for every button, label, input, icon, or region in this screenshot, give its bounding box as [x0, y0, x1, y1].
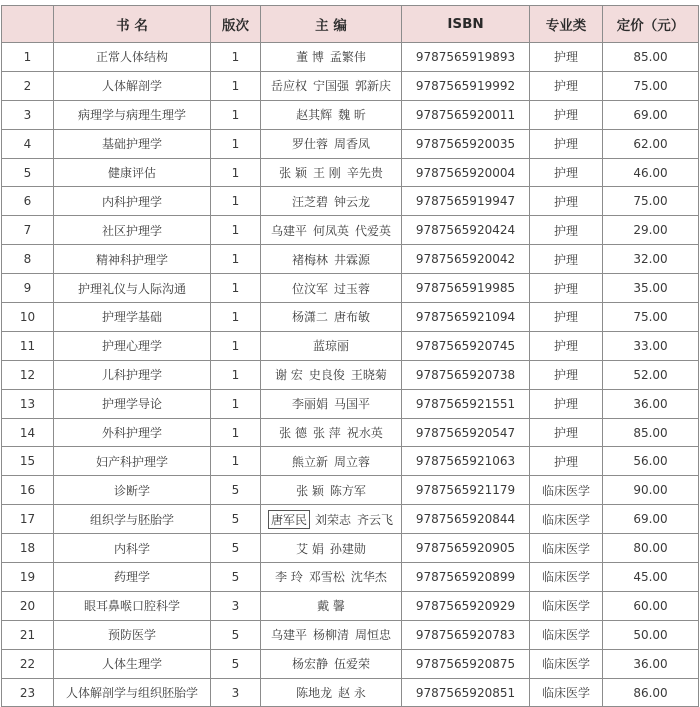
editor-name: 辛先贵 [346, 166, 383, 180]
editor-name: 张 颖 [296, 483, 324, 498]
row-number: 15 [2, 447, 54, 476]
editors-cell [261, 274, 402, 303]
book-title: 组织学与胚胎学 [54, 505, 211, 534]
editor-name: 周恒忠 [355, 628, 392, 643]
header-category: 专业类 [530, 6, 603, 43]
editor-name: 邓雪松 [308, 570, 345, 585]
row-number: 7 [2, 216, 54, 245]
editor-name: 魏 昕 [338, 108, 366, 123]
table-row [2, 43, 699, 72]
category: 护理 [530, 331, 603, 360]
edition: 1 [211, 418, 261, 447]
table-row [2, 476, 699, 505]
editor-name: 沈华杰 [350, 570, 387, 585]
edition: 5 [211, 534, 261, 563]
isbn: 9787565921551 [402, 389, 530, 418]
table-row [2, 447, 699, 476]
table-header [2, 6, 699, 43]
price: 56.00 [603, 447, 699, 476]
isbn: 9787565920424 [402, 216, 530, 245]
book-title: 基础护理学 [54, 129, 211, 158]
editors-cell [261, 418, 402, 447]
row-number: 12 [2, 360, 54, 389]
book-title: 预防医学 [54, 620, 211, 649]
isbn: 9787565919947 [402, 187, 530, 216]
isbn: 9787565920844 [402, 505, 530, 534]
editor-name: 蓝琼丽 [312, 339, 349, 354]
book-title: 儿科护理学 [54, 360, 211, 389]
editor-name: 赵其辉 [296, 108, 333, 123]
table-row [2, 360, 699, 389]
editors-cell [261, 591, 402, 620]
edition: 1 [211, 71, 261, 100]
row-number: 3 [2, 100, 54, 129]
isbn: 9787565920929 [402, 591, 530, 620]
editor-name: 杨宏静 [291, 657, 328, 672]
table-row [2, 534, 699, 563]
category: 护理 [530, 360, 603, 389]
isbn: 9787565920004 [402, 158, 530, 187]
editor-name: 乌建平 [270, 628, 307, 643]
editor-name: 唐军民 [268, 510, 310, 529]
isbn: 9787565920011 [402, 100, 530, 129]
book-title: 护理礼仪与人际沟通 [54, 274, 211, 303]
book-title: 精神科护理学 [54, 245, 211, 274]
table-row [2, 620, 699, 649]
isbn: 9787565920851 [402, 678, 530, 707]
editors-cell [261, 303, 402, 332]
category: 护理 [530, 274, 603, 303]
row-number: 21 [2, 620, 54, 649]
category: 护理 [530, 216, 603, 245]
isbn: 9787565921063 [402, 447, 530, 476]
editor-name: 李丽娟 [291, 397, 328, 412]
header-number [2, 6, 54, 43]
editors-cell [261, 245, 402, 274]
category: 护理 [530, 71, 603, 100]
edition: 1 [211, 43, 261, 72]
editor-name: 熊立新 [291, 454, 328, 469]
row-number: 13 [2, 389, 54, 418]
price: 86.00 [603, 678, 699, 707]
header-row [2, 6, 699, 43]
price: 69.00 [603, 100, 699, 129]
table-row [2, 129, 699, 158]
category: 护理 [530, 100, 603, 129]
edition: 1 [211, 274, 261, 303]
editor-name: 张 颖 [279, 166, 307, 180]
editor-name: 井霖源 [334, 252, 371, 267]
editors-cell [261, 389, 402, 418]
editors-cell [261, 71, 402, 100]
header-editors: 主 编 [261, 6, 402, 43]
price: 46.00 [603, 158, 699, 187]
table-row [2, 649, 699, 678]
book-title: 内科学 [54, 534, 211, 563]
editor-name: 戴 馨 [317, 599, 345, 614]
row-number: 8 [2, 245, 54, 274]
row-number: 11 [2, 331, 54, 360]
price: 35.00 [603, 274, 699, 303]
table-body [2, 43, 699, 707]
editor-name: 史良俊 [308, 368, 345, 383]
editor-name: 齐云飞 [357, 512, 394, 527]
price: 75.00 [603, 187, 699, 216]
row-number: 19 [2, 563, 54, 592]
row-number: 2 [2, 71, 54, 100]
isbn: 9787565920783 [402, 620, 530, 649]
book-title: 内科护理学 [54, 187, 211, 216]
editor-name: 陈地龙 [296, 686, 333, 701]
category: 护理 [530, 418, 603, 447]
isbn: 9787565920738 [402, 360, 530, 389]
table-row [2, 100, 699, 129]
category: 临床医学 [530, 534, 603, 563]
editor-name: 岳应权 [270, 79, 307, 94]
editor-name: 钟云龙 [334, 194, 371, 209]
editor-name: 罗仕蓉 [291, 137, 328, 152]
category: 临床医学 [530, 649, 603, 678]
price: 80.00 [603, 534, 699, 563]
table-row [2, 505, 699, 534]
row-number: 5 [2, 158, 54, 187]
category: 护理 [530, 389, 603, 418]
editor-name: 孙建勋 [329, 541, 366, 556]
category: 护理 [530, 187, 603, 216]
category: 护理 [530, 303, 603, 332]
edition: 1 [211, 158, 261, 187]
editor-name: 代爱英 [355, 223, 392, 238]
editor-name: 李 玲 [275, 570, 303, 585]
editors-cell [261, 129, 402, 158]
editor-name: 赵 永 [338, 686, 366, 701]
isbn: 9787565921094 [402, 303, 530, 332]
editors-cell [261, 620, 402, 649]
category: 护理 [530, 43, 603, 72]
price: 36.00 [603, 649, 699, 678]
book-title: 眼耳鼻喉口腔科学 [54, 591, 211, 620]
row-number: 22 [2, 649, 54, 678]
book-title: 社区护理学 [54, 216, 211, 245]
editors-cell [261, 563, 402, 592]
isbn: 9787565920899 [402, 563, 530, 592]
editor-name: 乌建平 [270, 223, 307, 238]
price: 75.00 [603, 71, 699, 100]
book-title: 人体解剖学 [54, 71, 211, 100]
row-number: 1 [2, 43, 54, 72]
category: 护理 [530, 245, 603, 274]
edition: 3 [211, 591, 261, 620]
editors-cell [261, 216, 402, 245]
edition: 1 [211, 331, 261, 360]
table-row [2, 187, 699, 216]
editors-cell [261, 100, 402, 129]
edition: 1 [211, 389, 261, 418]
price: 90.00 [603, 476, 699, 505]
table-row [2, 389, 699, 418]
editor-name: 刘荣志 [314, 512, 351, 527]
book-title: 人体解剖学与组织胚胎学 [54, 678, 211, 707]
editor-name: 王晓菊 [350, 368, 387, 383]
editor-name: 周立蓉 [334, 454, 371, 469]
editor-name: 马国平 [334, 397, 371, 412]
isbn: 9787565920547 [402, 418, 530, 447]
category: 护理 [530, 447, 603, 476]
editor-name: 何凤英 [312, 223, 349, 238]
editor-name: 祝水英 [346, 426, 383, 441]
editor-name: 周香凤 [334, 137, 371, 152]
table-row [2, 563, 699, 592]
book-title: 人体生理学 [54, 649, 211, 678]
row-number: 17 [2, 505, 54, 534]
price: 32.00 [603, 245, 699, 274]
price: 36.00 [603, 389, 699, 418]
price: 29.00 [603, 216, 699, 245]
isbn: 9787565920875 [402, 649, 530, 678]
header-isbn: ISBN [402, 6, 530, 43]
isbn: 9787565921179 [402, 476, 530, 505]
editor-name: 董 博 [296, 50, 324, 65]
table-row [2, 303, 699, 332]
isbn: 9787565919893 [402, 43, 530, 72]
category: 临床医学 [530, 620, 603, 649]
table-row [2, 245, 699, 274]
price: 45.00 [603, 563, 699, 592]
editors-cell [261, 447, 402, 476]
table-row [2, 678, 699, 707]
editor-name: 王 刚 [312, 166, 341, 180]
edition: 1 [211, 216, 261, 245]
edition: 1 [211, 447, 261, 476]
editor-name: 汪芝碧 [291, 194, 328, 209]
book-title: 护理心理学 [54, 331, 211, 360]
book-title: 正常人体结构 [54, 43, 211, 72]
isbn: 9787565920042 [402, 245, 530, 274]
header-price: 定价（元） [603, 6, 699, 43]
book-title: 诊断学 [54, 476, 211, 505]
row-number: 20 [2, 591, 54, 620]
editor-name: 唐布敏 [334, 310, 371, 325]
book-title: 妇产科护理学 [54, 447, 211, 476]
editors-cell [261, 649, 402, 678]
textbook-table [1, 5, 699, 707]
editor-name: 过玉蓉 [334, 281, 371, 296]
editor-name: 杨柳清 [312, 628, 349, 643]
editors-cell [261, 187, 402, 216]
edition: 1 [211, 303, 261, 332]
editors-cell [261, 678, 402, 707]
price: 85.00 [603, 418, 699, 447]
price: 60.00 [603, 591, 699, 620]
table-row [2, 274, 699, 303]
book-title: 护理学基础 [54, 303, 211, 332]
table-row [2, 331, 699, 360]
book-title: 外科护理学 [54, 418, 211, 447]
row-number: 10 [2, 303, 54, 332]
category: 护理 [530, 129, 603, 158]
edition: 1 [211, 360, 261, 389]
price: 50.00 [603, 620, 699, 649]
editor-name: 褚梅林 [291, 252, 328, 267]
edition: 5 [211, 476, 261, 505]
table-row [2, 71, 699, 100]
isbn: 9787565919985 [402, 274, 530, 303]
editors-cell [261, 158, 402, 187]
edition: 1 [211, 187, 261, 216]
row-number: 18 [2, 534, 54, 563]
row-number: 23 [2, 678, 54, 707]
editor-name: 孟繁伟 [329, 50, 366, 65]
price: 85.00 [603, 43, 699, 72]
price: 52.00 [603, 360, 699, 389]
edition: 1 [211, 100, 261, 129]
edition: 3 [211, 678, 261, 707]
book-title: 药理学 [54, 563, 211, 592]
category: 临床医学 [530, 563, 603, 592]
editors-cell [261, 476, 402, 505]
isbn: 9787565920035 [402, 129, 530, 158]
editors-cell [261, 534, 402, 563]
editor-name: 艾 娟 [296, 541, 324, 556]
editor-name: 陈方军 [329, 483, 366, 498]
editor-name: 宁国强 [312, 79, 349, 94]
category: 临床医学 [530, 591, 603, 620]
row-number: 14 [2, 418, 54, 447]
editor-name: 张 德 [279, 426, 307, 441]
row-number: 4 [2, 129, 54, 158]
editor-name: 谢 宏 [275, 368, 303, 383]
category: 临床医学 [530, 678, 603, 707]
book-title: 病理学与病理生理学 [54, 100, 211, 129]
price: 69.00 [603, 505, 699, 534]
category: 临床医学 [530, 505, 603, 534]
editors-cell [261, 360, 402, 389]
table-row [2, 418, 699, 447]
editor-name: 位汶军 [291, 281, 328, 296]
edition: 5 [211, 620, 261, 649]
header-edition: 版次 [211, 6, 261, 43]
category: 临床医学 [530, 476, 603, 505]
row-number: 16 [2, 476, 54, 505]
editor-name: 郭新庆 [355, 79, 392, 94]
editors-cell [261, 43, 402, 72]
book-title: 健康评估 [54, 158, 211, 187]
row-number: 6 [2, 187, 54, 216]
editor-name: 张 萍 [312, 426, 341, 441]
price: 62.00 [603, 129, 699, 158]
row-number: 9 [2, 274, 54, 303]
price: 33.00 [603, 331, 699, 360]
header-title: 书 名 [54, 6, 211, 43]
isbn: 9787565920905 [402, 534, 530, 563]
table-row [2, 158, 699, 187]
price: 75.00 [603, 303, 699, 332]
editor-name: 杨潇二 [291, 310, 328, 325]
table-row [2, 216, 699, 245]
edition: 5 [211, 649, 261, 678]
editors-cell [261, 505, 402, 534]
table-row [2, 591, 699, 620]
category: 护理 [530, 158, 603, 187]
edition: 1 [211, 245, 261, 274]
edition: 5 [211, 563, 261, 592]
editors-cell [261, 331, 402, 360]
isbn: 9787565920745 [402, 331, 530, 360]
editor-name: 伍爱荣 [334, 657, 371, 672]
edition: 1 [211, 129, 261, 158]
isbn: 9787565919992 [402, 71, 530, 100]
edition: 5 [211, 505, 261, 534]
book-title: 护理学导论 [54, 389, 211, 418]
